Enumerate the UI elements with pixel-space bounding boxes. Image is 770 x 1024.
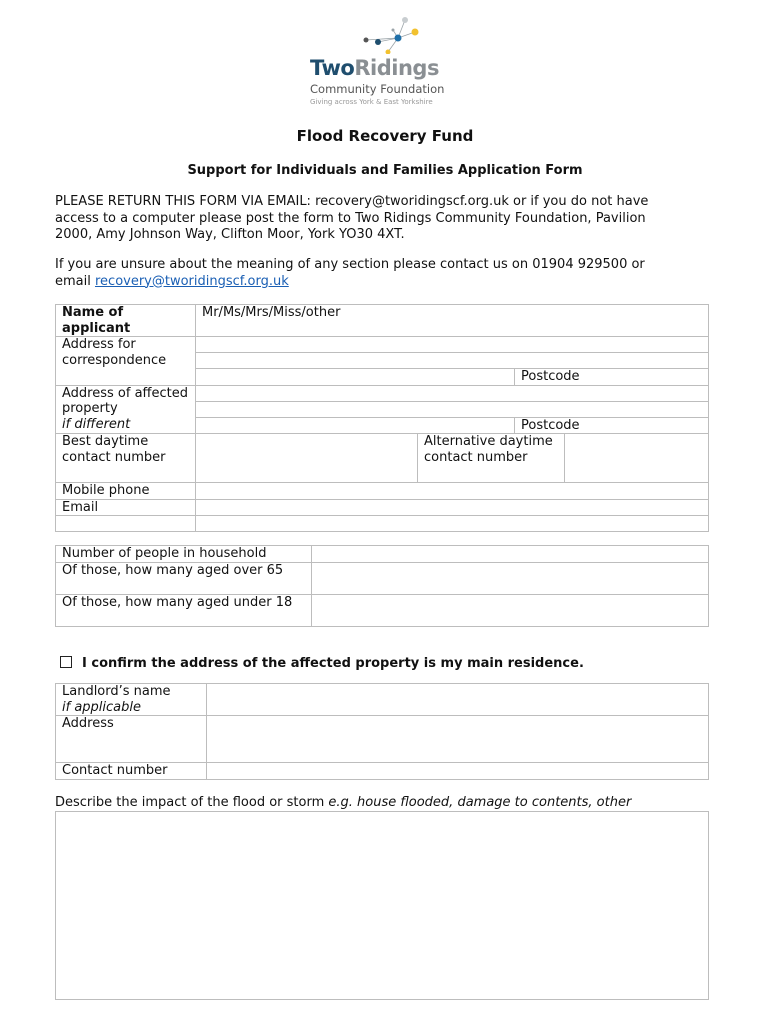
blank-label-cell [56,516,196,532]
household-count-field[interactable] [312,546,709,563]
correspondence-address-line-3[interactable] [196,369,515,386]
household-count-label: Number of people in household [56,546,312,563]
under-18-label: Of those, how many aged under 18 [56,595,312,627]
brand-name [310,56,439,80]
name-label: Name of applicant [56,305,196,337]
document-subtitle: Support for Individuals and Families Application Form [187,163,583,178]
affected-address-note: if different [62,416,131,432]
landlord-name-note: if applicable [62,699,141,715]
impact-prompt-example: e.g. house flooded, damage to contents, other [328,795,632,810]
mobile-label: Mobile phone [56,483,196,500]
daytime-number-label: Best daytime contact number [56,434,196,483]
mobile-field[interactable] [196,483,709,500]
landlord-contact-field[interactable] [207,763,709,780]
return-instructions [55,194,720,244]
landlord-address-field[interactable] [207,716,709,763]
landlord-address-label: Address [56,716,207,763]
affected-address-line-3[interactable] [196,417,515,434]
return-line-1: PLEASE RETURN THIS FORM VIA EMAIL: recovery@tworidingscf.org.uk or if you do not have [55,194,649,209]
landlord-name-field[interactable] [207,684,709,716]
contact-instructions [55,257,720,290]
contact-line-1: If you are unsure about the meaning of any section please contact us on 01904 929500 or [55,257,645,272]
two-ridings-logo [300,12,470,110]
residence-confirmation [60,656,584,671]
document-title: Flood Recovery Fund [296,127,474,145]
over-65-label: Of those, how many aged over 65 [56,563,312,595]
name-field[interactable]: Mr/Ms/Mrs/Miss/other [196,305,709,337]
correspondence-address-line-1[interactable] [196,337,709,353]
affected-postcode-field[interactable]: Postcode [515,417,709,434]
brand-subtitle: Community Foundation [310,82,445,96]
contact-email-link[interactable]: recovery@tworidingscf.org.uk [94,273,289,289]
landlord-contact-label: Contact number [56,763,207,780]
applicant-table [55,304,709,532]
under-18-field[interactable] [312,595,709,627]
over-65-field[interactable] [312,563,709,595]
impact-prompt: Describe the impact of the flood or storm e.g. house flooded, damage to contents, other [55,795,632,810]
postcode-field[interactable]: Postcode [515,369,709,386]
correspondence-address-label: Address for correspondence [56,337,196,386]
impact-description-field[interactable] [55,811,709,1000]
residence-checkbox[interactable] [60,656,72,668]
affected-address-line-1[interactable] [196,385,709,401]
brand-two: Two [310,56,355,80]
return-line-3: 2000, Amy Johnson Way, Clifton Moor, York YO30 4XT. [55,227,405,242]
household-table [55,545,709,627]
alt-daytime-number-field[interactable] [565,434,708,482]
email-field[interactable] [196,499,709,516]
return-line-2: access to a computer please post the form to Two Ridings Community Foundation, Pavilion [55,210,646,226]
contact-prefix: email [55,273,95,289]
alt-daytime-number-label: Alternative daytime contact number [418,434,565,482]
brand-tagline: Giving across York & East Yorkshire [310,98,433,106]
daytime-number-field[interactable] [196,434,418,483]
network-graphic-icon [358,12,428,54]
affected-address-line-2[interactable] [196,401,709,417]
landlord-name-label: Landlord’s name if applicable [56,684,207,716]
brand-ridings: Ridings [354,56,439,80]
affected-address-label: Address of affected property if different [56,385,196,434]
residence-confirmation-text: I confirm the address of the affected property is my main residence. [82,656,584,671]
email-label: Email [56,499,196,516]
landlord-table [55,683,709,780]
correspondence-address-line-2[interactable] [196,353,709,369]
blank-field[interactable] [196,516,709,532]
